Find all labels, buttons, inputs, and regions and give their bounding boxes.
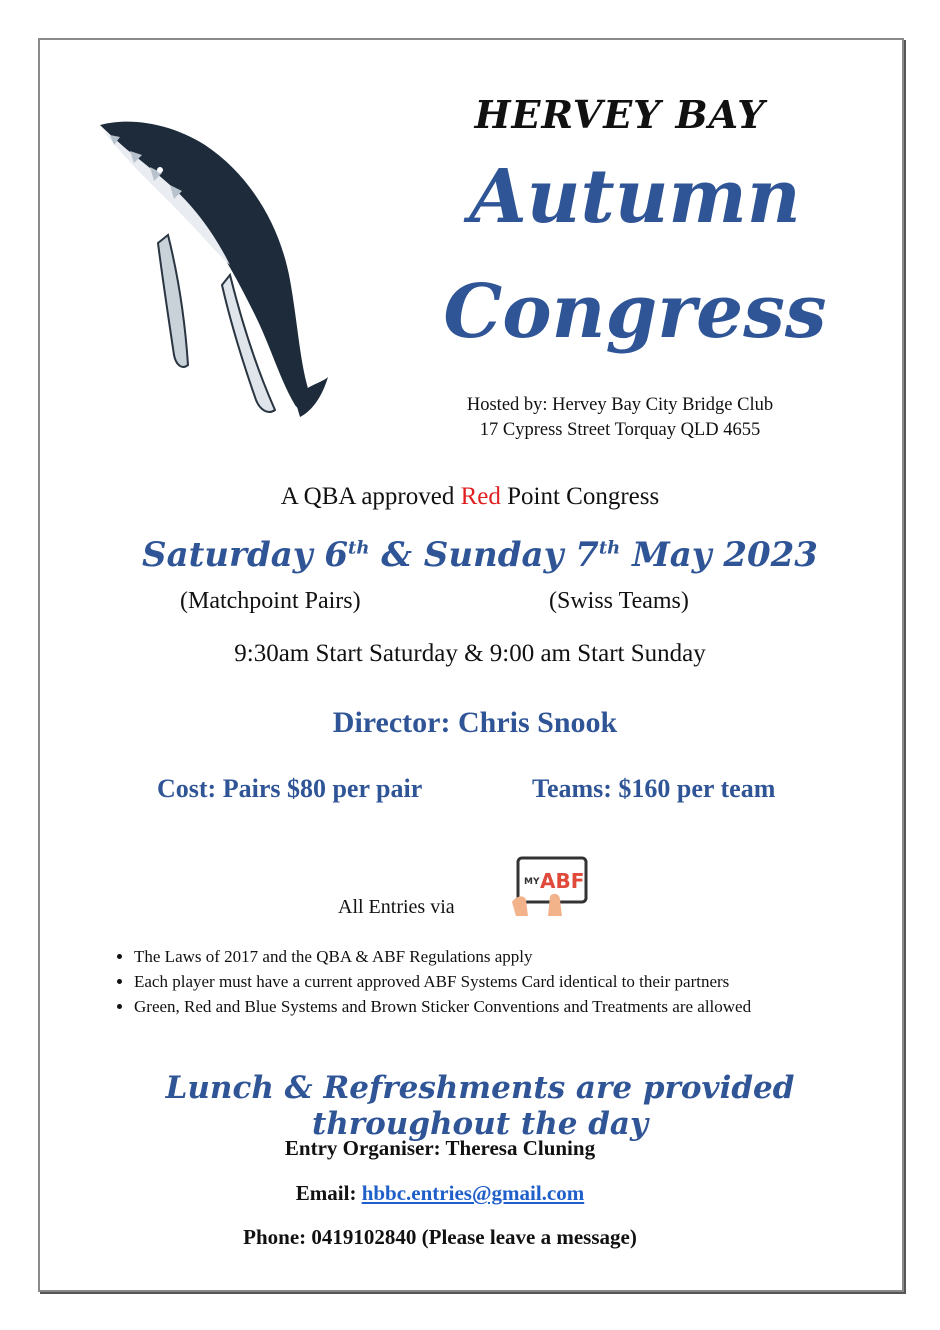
rule-item: • Each player must have a current approved ABF Systems Card identical to their partners [134, 969, 878, 994]
date-ampersand: & [369, 535, 424, 575]
sunday-event: (Swiss Teams) [549, 588, 689, 614]
email-label: Email: [295, 1181, 362, 1205]
rule-item: • Green, Red and Blue Systems and Brown Sticker Conventions and Treatments are allowed [134, 994, 878, 1019]
title-congress: Congress [443, 269, 827, 355]
sunday-date: Sunday 7 [423, 535, 599, 575]
approval-line [150, 483, 790, 511]
entries-label: All Entries via [338, 896, 455, 918]
approval-prefix: A QBA approved [280, 483, 461, 510]
saturday-date-suffix: th [348, 537, 370, 559]
humpback-whale-image [90, 115, 330, 420]
host-info [400, 393, 840, 443]
saturday-date: Saturday 6 [142, 535, 348, 575]
start-times: 9:30am Start Saturday & 9:00 am Start Sunday [234, 640, 706, 667]
approval-highlight: Red [460, 483, 501, 510]
sunday-date-suffix: th [598, 537, 621, 559]
myabf-logo-big-text: ABF [540, 869, 585, 893]
myabf-logo[interactable] [510, 856, 590, 918]
email-link[interactable]: hbbc.entries@gmail.com [361, 1181, 585, 1205]
entry-organiser: Entry Organiser: Theresa Cluning [284, 1136, 596, 1160]
phone-number: Phone: 0419102840 (Please leave a message) [243, 1225, 637, 1249]
title-autumn: Autumn [469, 154, 801, 240]
email-row [160, 1181, 720, 1206]
event-dates [140, 535, 820, 575]
saturday-event: (Matchpoint Pairs) [180, 588, 361, 614]
cost-pairs: Cost: Pairs $80 per pair [157, 774, 423, 803]
lunch-notice: Lunch & Refreshments are provided throughout the day [165, 1070, 795, 1142]
hosted-by-text: Hosted by: Hervey Bay City Bridge Club [466, 395, 774, 415]
month-year: May 2023 [620, 535, 818, 575]
cost-teams: Teams: $160 per team [532, 774, 776, 803]
address-text: 17 Cypress Street Torquay QLD 4655 [479, 420, 761, 440]
rule-item: • The Laws of 2017 and the QBA & ABF Regulations apply [134, 944, 878, 969]
rules-list [98, 944, 878, 1019]
myabf-logo-small-text: MY [524, 877, 540, 887]
director: Director: Chris Snook [332, 706, 618, 739]
approval-suffix: Point Congress [500, 483, 660, 510]
title-location: HERVEY BAY [474, 92, 766, 137]
